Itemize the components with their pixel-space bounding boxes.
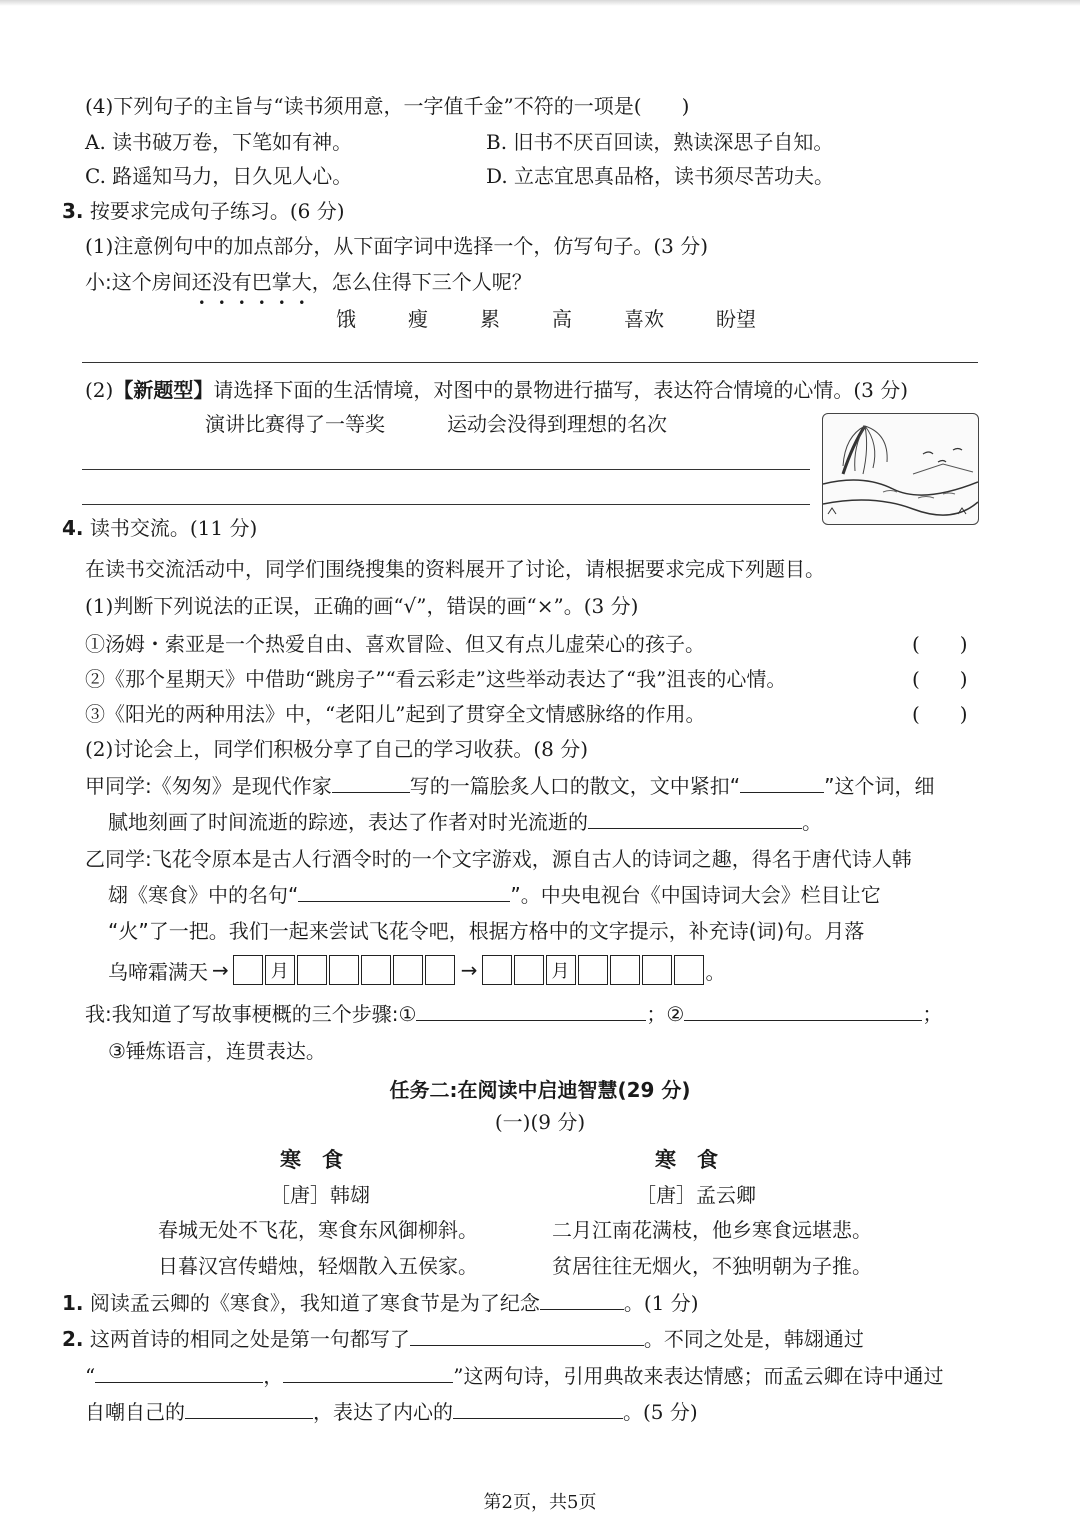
option-a[interactable]: A. 读书破万卷，下笔如有神。: [85, 130, 353, 154]
reading-q2-text: ，表达了内心的: [313, 1400, 453, 1424]
jia-text: 。: [802, 810, 822, 834]
poem1-title: 寒 食: [280, 1148, 343, 1172]
q3-p1: (1)注意例句中的加点部分，从下面字词中选择一个，仿写句子。(3 分): [85, 234, 709, 258]
grid-cell[interactable]: [674, 955, 704, 985]
q4-p1: (1)判断下列说法的正误，正确的画“√”，错误的画“×”。(3 分): [85, 594, 639, 618]
poem2-line2: 贫居往往无烟火，不独明朝为子推。: [552, 1254, 872, 1278]
reading-q2-text: 这两首诗的相同之处是第一句都写了: [89, 1327, 410, 1351]
grid-cell[interactable]: [425, 955, 455, 985]
step1-blank[interactable]: [416, 1000, 646, 1021]
grid-cell-moon: 月: [546, 955, 576, 985]
poem2-line1: 二月江南花满枝，他乡寒食远堪悲。: [552, 1218, 872, 1242]
inner-feeling-blank[interactable]: [453, 1398, 623, 1419]
section-one-title: (一)(9 分): [494, 1110, 586, 1134]
jia-text: ”这个词，细: [824, 774, 935, 798]
reading-q1-score: 。(1 分): [623, 1291, 699, 1315]
word-choice[interactable]: 盼望: [716, 307, 756, 331]
feihualing-grid: [108, 955, 726, 985]
reading-q2-text: ”这两句诗，引用典故来表达情感；而孟云卿在诗中通过: [453, 1364, 944, 1388]
example-pre: 小:这个房间: [85, 270, 192, 294]
reading-q2-text: 自嘲自己的: [85, 1400, 185, 1424]
yi-line-2: [108, 881, 881, 909]
q3-title: [62, 197, 345, 225]
wo-text: ；: [922, 1002, 943, 1026]
judge-statement-2: ②《那个星期天》中借助“跳房子”“看云彩走”这些举动表达了“我”沮丧的心情。: [85, 667, 787, 691]
situation-1[interactable]: 演讲比赛得了一等奖: [205, 412, 385, 436]
q4-p2: (2)讨论会上，同学们积极分享了自己的学习收获。(8 分): [85, 737, 589, 761]
page-number: 第2页，共5页: [483, 1492, 597, 1513]
word-choice[interactable]: 高: [552, 307, 572, 331]
wo-line-1: [85, 1000, 942, 1028]
word-choice[interactable]: 累: [480, 307, 500, 331]
q3-title-text: 按要求完成句子练习。(6 分): [89, 199, 345, 223]
grid-cell[interactable]: [642, 955, 672, 985]
situation-2[interactable]: 运动会没得到理想的名次: [447, 412, 667, 436]
dotted-char: 没: [211, 270, 232, 294]
poem1-author: ［唐］韩翃: [270, 1183, 370, 1207]
step2-blank[interactable]: [684, 1000, 922, 1021]
example-sentence: [85, 268, 532, 296]
reading-q1-number: 1.: [62, 1291, 84, 1315]
arrow-icon: →: [460, 958, 478, 982]
poem-line-blank-2[interactable]: [283, 1362, 453, 1383]
wo-text: ；②: [646, 1002, 685, 1026]
dotted-char: 有: [231, 270, 252, 294]
new-type-tag: 【新题型】: [113, 378, 214, 402]
poem1-line2: 日暮汉宫传蜡烛，轻烟散入五侯家。: [158, 1254, 478, 1278]
grid-cell[interactable]: [233, 955, 263, 985]
grid-cell[interactable]: [393, 955, 423, 985]
common-blank[interactable]: [410, 1325, 644, 1346]
jia-text: 写的一篇脍炙人口的散文，文中紧扣“: [409, 774, 741, 798]
reading-q2-number: 2.: [62, 1327, 84, 1351]
q3-p2-text: 请选择下面的生活情境，对图中的景物进行描写，表达符合情境的心情。(3 分): [213, 378, 909, 402]
jia-text: 腻地刻画了时间流逝的踪迹，表达了作者对时光流逝的: [108, 810, 588, 834]
dotted-char: 还: [191, 270, 212, 294]
yi-text: 翃《寒食》中的名句“: [108, 883, 299, 907]
task2-title: 任务二:在阅读中启迪智慧(29 分): [389, 1078, 691, 1102]
answer-line[interactable]: [82, 504, 810, 505]
yi-text: ”。中央电视台《中国诗词大会》栏目让它: [510, 883, 881, 907]
jia-text: 甲同学:《匆匆》是现代作家: [85, 774, 332, 798]
reading-q1-text: 阅读孟云卿的《寒食》，我知道了寒食节是为了纪念: [89, 1291, 540, 1315]
scenery-illustration: [822, 413, 979, 525]
grid-cell[interactable]: [514, 955, 544, 985]
q4-number: 4.: [62, 516, 84, 540]
jia-line-2: [108, 808, 822, 836]
dotted-char: 大: [291, 270, 312, 294]
option-d[interactable]: D. 立志宜思真品格，读书须尽苦功夫。: [486, 164, 835, 188]
grid-period: 。: [705, 959, 726, 984]
wo-line-2: ③锤炼语言，连贯表达。: [108, 1039, 326, 1063]
arrow-icon: →: [212, 958, 229, 982]
reading-q1: [62, 1289, 699, 1317]
judge-paren-1[interactable]: ( ): [912, 632, 968, 656]
grid-cell-moon: 月: [265, 955, 295, 985]
reading-q2-text: 。不同之处是，韩翃通过: [643, 1327, 864, 1351]
keyword-blank[interactable]: [740, 772, 824, 793]
answer-line[interactable]: [82, 469, 810, 470]
q2-4-stem: (4)下列句子的主旨与“读书须用意，一字值千金”不符的一项是( ): [85, 94, 690, 118]
poem2-title: 寒 食: [655, 1148, 718, 1172]
reading-q2-score: 。(5 分): [623, 1400, 698, 1424]
reading-q2-line2: [85, 1362, 943, 1390]
poem1-line1: 春城无处不飞花，寒食东风御柳斜。: [158, 1218, 478, 1242]
word-choices: [336, 305, 808, 333]
grid-cell[interactable]: [297, 955, 327, 985]
option-c[interactable]: C. 路遥知马力，日久见人心。: [85, 164, 353, 188]
grid-cell[interactable]: [329, 955, 359, 985]
grid-cell[interactable]: [361, 955, 391, 985]
word-choice[interactable]: 喜欢: [624, 307, 664, 331]
jia-line-1: [85, 772, 935, 800]
answer-line[interactable]: [82, 362, 978, 363]
judge-statement-1: ①汤姆・索亚是一个热爱自由、喜欢冒险、但又有点儿虚荣心的孩子。: [85, 632, 705, 656]
word-choice[interactable]: 瘦: [408, 307, 428, 331]
q4-title-text: 读书交流。(11 分): [89, 516, 258, 540]
grid-cell[interactable]: [482, 955, 512, 985]
yi-line-3: “火”了一把。我们一起来尝试飞花令吧，根据方格中的文字提示，补充诗(词)句。月落: [108, 919, 865, 943]
q3-p2-num: (2): [85, 378, 114, 402]
reading-q2-line3: [85, 1398, 698, 1426]
reading-q2-text: ，: [263, 1364, 284, 1388]
judge-statement-3: ③《阳光的两种用法》中，“老阳儿”起到了贯穿全文情感脉络的作用。: [85, 702, 706, 726]
grid-cell[interactable]: [610, 955, 640, 985]
author-blank[interactable]: [332, 772, 410, 793]
grid-cell[interactable]: [578, 955, 608, 985]
feeling-blank[interactable]: [588, 808, 802, 829]
example-post: ，怎么住得下三个人呢？: [311, 270, 532, 294]
judge-paren-3[interactable]: ( ): [912, 702, 968, 726]
word-choice[interactable]: 饿: [336, 307, 356, 331]
grid-start-text: 乌啼霜满天: [108, 959, 208, 984]
reading-q2-line1: [62, 1325, 864, 1353]
wo-text: 我:我知道了写故事梗概的三个步骤:①: [85, 1002, 417, 1026]
q4-intro: 在读书交流活动中，同学们围绕搜集的资料展开了讨论，请根据要求完成下列题目。: [85, 557, 825, 581]
famous-line-blank[interactable]: [298, 881, 510, 902]
yi-line-1: 乙同学:飞花令原本是古人行酒令时的一个文字游戏，源自古人的诗词之趣，得名于唐代诗人韩: [85, 847, 912, 871]
poem2-author: ［唐］孟云卿: [636, 1183, 756, 1207]
judge-paren-2[interactable]: ( ): [912, 667, 968, 691]
dotted-char: 巴: [251, 270, 272, 294]
scan-edge: [0, 0, 1080, 6]
dotted-char: 掌: [271, 270, 292, 294]
commemorate-blank[interactable]: [540, 1289, 624, 1310]
self-mock-blank[interactable]: [185, 1398, 313, 1419]
poem-line-blank-1[interactable]: [95, 1362, 263, 1383]
q3-p2: [85, 376, 908, 404]
reading-q2-text: “: [85, 1364, 96, 1388]
q4-title: [62, 514, 257, 542]
option-b[interactable]: B. 旧书不厌百回读，熟读深思子自知。: [486, 130, 834, 154]
q3-number: 3.: [62, 199, 84, 223]
